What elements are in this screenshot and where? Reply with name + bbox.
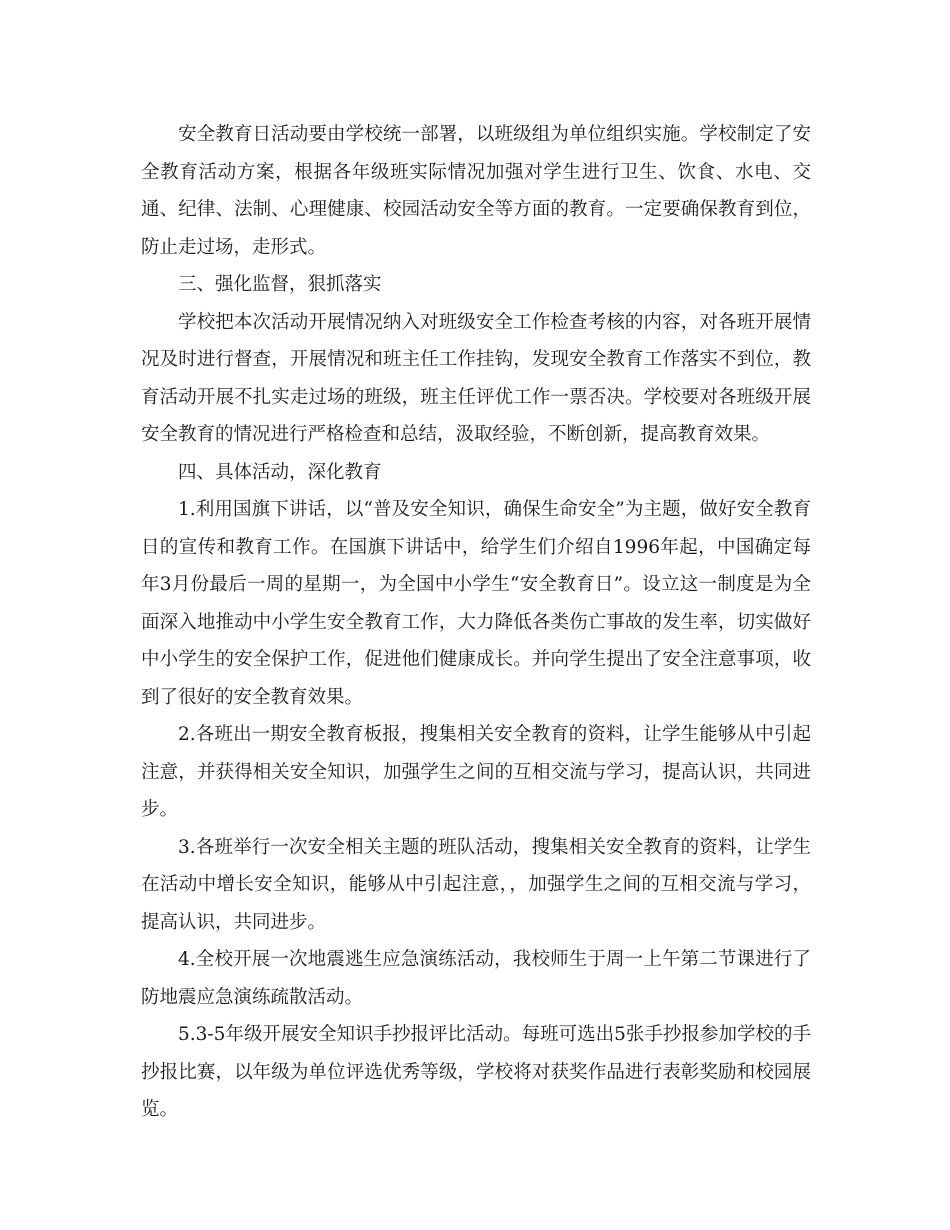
document-body: [141, 116, 811, 1129]
paragraph-intro: 安全教育日活动要由学校统一部署，以班级组为单位组织实施。学校制定了安全教育活动方案，根据各年级班实际情况加强对学生进行卫生、饮食、水电、交通、纪律、法制、心理健康、校园活动安全等方面的教育。一定要确保教育到位，防止走过场，走形式。: [141, 124, 811, 258]
section-heading-supervision: 三、强化监督，狠抓落实: [178, 274, 382, 295]
paragraph-supervision: 学校把本次活动开展情况纳入对班级安全工作检查考核的内容，对各班开展情况及时进行督查，开展情况和班主任工作挂钩，发现安全教育工作落实不到位，教育活动开展不扎实走过场的班级，班主任评优工作一票否决。学校要对各班级开展安全教育的情况进行严格检查和总结，汲取经验，不断创新，提高教育效果。: [141, 311, 811, 445]
list-item-activity-3: 3.各班举行一次安全相关主题的班队活动，搜集相关安全教育的资料，让学生在活动中增长安全知识，能够从中引起注意，，加强学生之间的互相交流与学习，提高认识，共同进步。: [141, 836, 811, 933]
list-item-activity-1: 1.利用国旗下讲话，以“普及安全知识，确保生命安全”为主题，做好安全教育日的宣传和教育工作。在国旗下讲话中，给学生们介绍自1996年起，中国确定每年3月份最后一周的星期一，为全国中小学生“安全教育日”。设立这一制度是为全面深入地推动中小学生安全教育工作，大力降低各类伤亡事故的发生率，切实做好中小学生的安全保护工作，促进他们健康成长。并向学生提出了安全注意事项，收到了很好的安全教育效果。: [141, 499, 811, 708]
list-item-activity-4: 4.全校开展一次地震逃生应急演练活动，我校师生于周一上午第二节课进行了防地震应急演练疏散活动。: [141, 949, 811, 1008]
section-heading-activities: 四、具体活动，深化教育: [178, 461, 382, 483]
list-item-activity-5: 5.3-5年级开展安全知识手抄报评比活动。每班可选出5张手抄报参加学校的手抄报比赛，以年级为单位评选优秀等级，学校将对获奖作品进行表彰奖励和校园展览。: [141, 1024, 811, 1120]
list-item-activity-2: 2.各班出一期安全教育板报，搜集相关安全教育的资料，让学生能够从中引起注意，并获得相关安全知识，加强学生之间的互相交流与学习，提高认识，共同进步。: [141, 724, 811, 820]
